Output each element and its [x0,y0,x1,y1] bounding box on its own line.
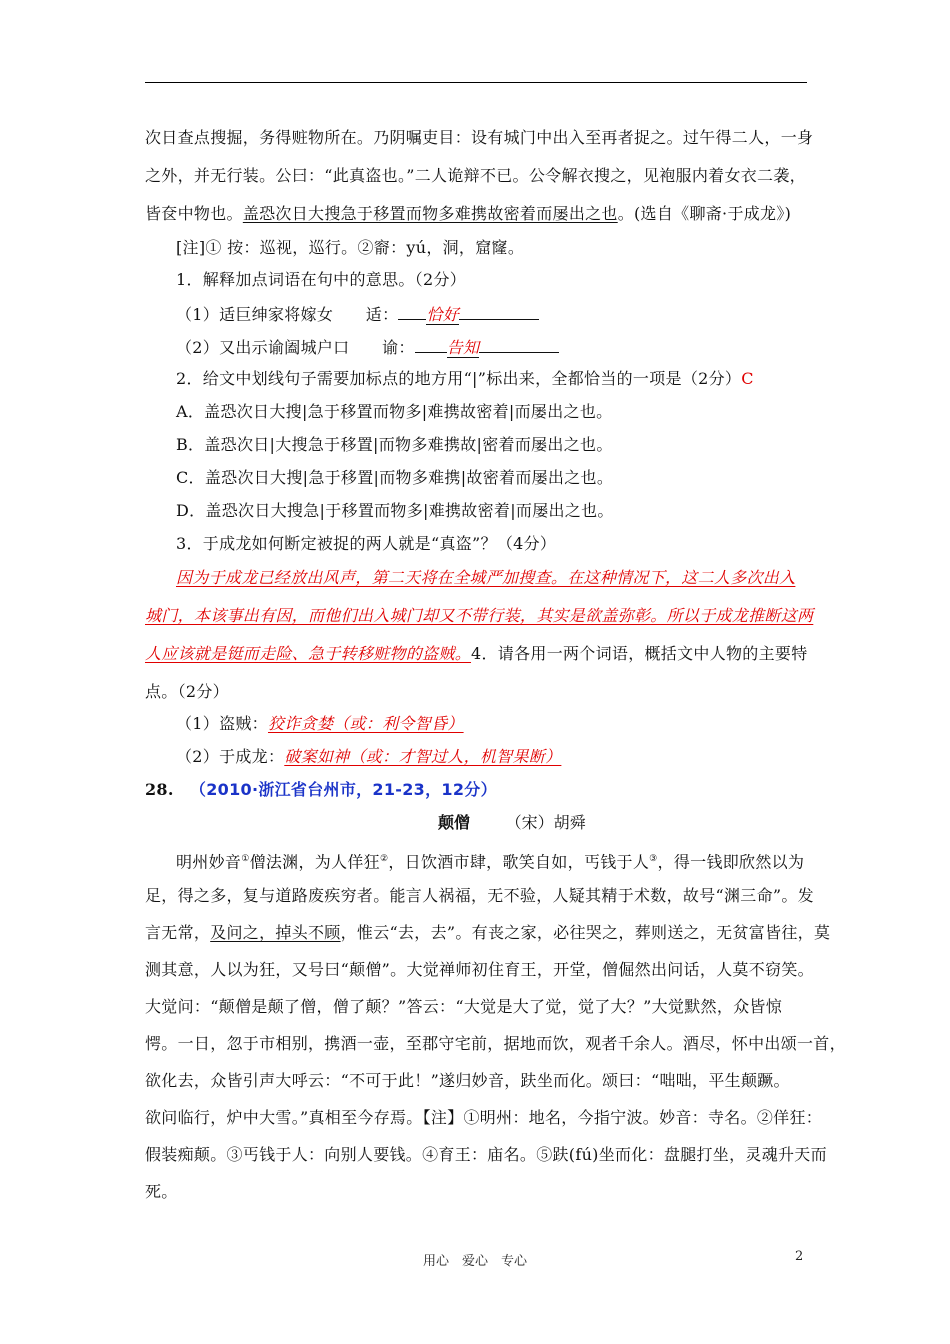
passage2-line4: 测其意，人以为狂，又号曰“颠僧”。大觉禅师初住育王，开堂，僧倔然出问话，人莫不窃笑。 [145,960,814,979]
q4-stem: 4．请各用一两个词语，概括文中人物的主要特 [471,644,808,663]
passage1-line2: 之外，并无行装。公曰：“此真盗也。”二人诡辩不已。公令解衣搜之，见袍服内着女衣二袭， [145,166,806,185]
underlined-sentence: 盖恐次日大搜急于移置而物多难携故密着而屡出之也 [242,204,618,223]
q1-item2 [176,336,866,358]
passage1-source: 。(选自《聊斋·于成龙》) [617,204,792,223]
passage1-line3-start: 皆奁中物也。 [145,204,243,223]
header-rule [145,82,807,83]
underlined-phrase: 及问之，掉头不顾 [210,923,341,942]
page-number: 2 [795,1249,804,1264]
text: ，惟云“去，去”。有丧之家，必往哭之，葬则送之，无贫富皆往，莫 [340,923,831,942]
q4-item1 [176,714,866,734]
passage2-line2: 足，得之多，复与道路废疾穷者。能言人祸福，无不验，人疑其精于术数，故号“渊三命”。发 [145,886,814,905]
blank-line [415,336,447,353]
q1-item1-label: （1）适巨绅家将嫁女 适： [176,305,399,324]
q3-answer-text: 因为于成龙已经放出风声，第二天将在全城严加搜查。在这种情况下，这二人多次出入 [176,568,796,587]
title-text: 颠僧 [438,813,471,832]
q2-stem [176,369,866,389]
footnote-mark: ③ [649,854,658,864]
poem-title [438,813,586,833]
passage2-line1 [176,849,866,872]
page-footer: 用心 爱心 专心 [422,1254,527,1269]
text: ，日饮酒市肆，歌笑自如，丐钱于人 [388,852,650,872]
q3-answer-line3 [145,644,835,664]
text: 僧法渊，为人佯狂 [249,852,380,872]
q2-option-c: C．盖恐次日大搜|急于移置|而物多难携|故密着而屡出之也。 [176,468,614,487]
q2-option-a: A．盖恐次日大搜|急于移置而物多|难携故密着|而屡出之也。 [176,402,613,421]
q28-source: （2010·浙江省台州市，21-23，12分） [189,780,497,799]
q2-option-b: B．盖恐次日|大搜急于移置|而物多难携故|密着而屡出之也。 [176,435,613,454]
q3-answer-line2 [145,606,835,626]
q28-header [145,780,835,800]
q3-stem: 3．于成龙如何断定被捉的两人就是“真盗”？（4分） [176,534,557,553]
blank-line [479,336,559,353]
q4-item2 [176,747,866,767]
q4-item1-answer: 狡诈贪婪（或：利令智昏） [267,714,464,733]
q3-answer-text: 人应该就是铤而走险、急于转移赃物的盗贼。 [145,644,472,663]
q1-item1 [176,303,866,325]
passage1-line3 [145,204,835,224]
passage2-line3 [145,923,835,943]
q2-option-d: D．盖恐次日大搜急|于移置而物多|难携故密着|而屡出之也。 [176,501,614,520]
q28-number: 28. [145,780,174,799]
q1-item1-answer: 恰好 [426,305,459,324]
footnote-mark: ② [379,854,389,864]
q3-answer-line1 [176,568,866,588]
author-text: （宋）胡舜 [505,813,586,832]
q4-item1-label: （1）盗贼： [176,714,268,733]
passage2-line8: 欲问临行，炉中大雪。”真相至今存焉。【注】①明州：地名，今指宁波。妙音：寺名。②佯狂： [145,1108,823,1127]
passage1-line1: 次日查点搜掘，务得赃物所在。乃阴嘱吏目：设有城门中出入至再者捉之。过午得二人，一身 [145,128,814,147]
text: 言无常， [145,923,211,942]
q1-stem: 1．解释加点词语在句中的意思。（2分） [176,270,467,289]
blank-line [398,303,426,320]
note-line: [注]① 按：巡视，巡行。②窬：yú，洞，窟窿。 [176,238,525,257]
q4-item2-label: （2）于成龙： [176,747,285,766]
passage2-line9: 假装痴颠。③丐钱于人：向别人要钱。④育王：庙名。⑤趺(fú)坐而化：盘腿打坐，灵魂升天而 [145,1145,827,1164]
text: 明州妙音 [176,852,242,872]
passage2-line5: 大觉问：“颠僧是颠了僧，僧了颠？”答云：“大觉是大了觉，觉了大？”大觉默然，众皆惊 [145,997,783,1016]
passage2-line7: 欲化去，众皆引声大呼云：“不可于此！”遂归妙音，趺坐而化。颂曰：“咄咄，平生颠蹶。 [145,1071,790,1090]
q2-answer: C [741,369,754,388]
text: ，得一钱即欣然以为 [657,852,805,872]
q1-item2-answer: 告知 [446,338,480,357]
q4-stem-cont: 点。（2分） [145,682,229,701]
q3-answer-text: 城门，本该事出有因，而他们出入城门却又不带行装，其实是欲盖弥彰。所以于成龙推断这两 [145,606,814,625]
q4-item2-answer: 破案如神（或：才智过人，机智果断） [284,747,562,766]
passage2-line6: 愕。一日，忽于市相别，携酒一壶，至郡守宅前，据地而饮，观者千余人。酒尽，怀中出颂一首， [145,1034,846,1053]
q2-stem-text: 2．给文中划线句子需要加标点的地方用“|”标出来，全都恰当的一项是（2分） [176,369,742,388]
footnote-mark: ① [241,854,250,864]
blank-line [459,303,539,320]
passage2-line10: 死。 [145,1182,178,1201]
q1-item2-label: （2）又出示谕阖城户口 谕： [176,338,415,357]
